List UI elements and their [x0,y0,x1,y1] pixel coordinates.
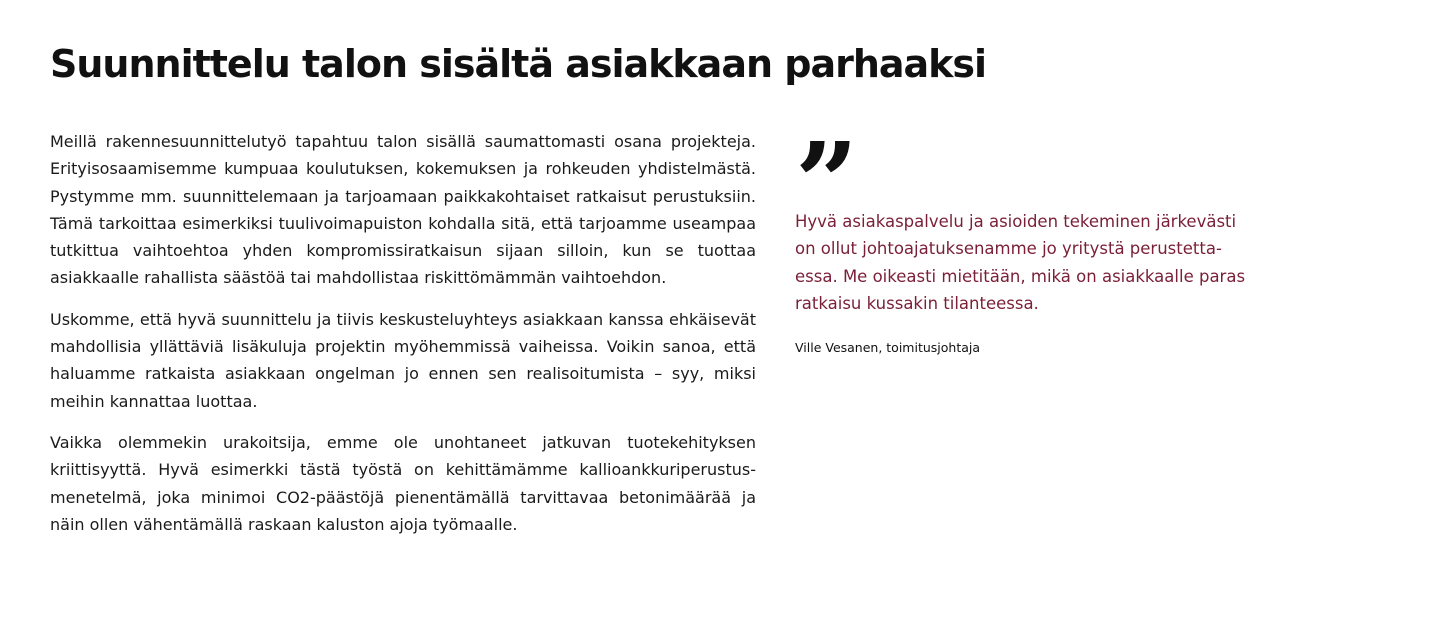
body-paragraph-3: Vaikka olemmekin urakoitsija, emme ole unohtaneet jatkuvan tuotekehityksen kriittisyyttä. Hyvä esimerkki tästä työstä on kehittämämme kallioankkuriperustusmenetelmä, joka minimoi CO2-päästöjä pienentämällä tarvittavaa betonimäärää ja näin ollen vähentämällä raskaan kaluston ajoja työmaalle. [50,432,756,534]
pull-quote [795,118,1255,357]
quote-text: Hyvä asiakaspalvelu ja asioiden tekeminen järkevästi on ollut johtoajatuksenamme jo yritystä perustettaessa. Me oikeasti mietitään, mikä on asiakkaalle paras ratkaisu kussakin tilanteessa. [795,212,1246,313]
body-paragraph-1: Meillä rakennesuunnittelutyö tapahtuu talon sisällä saumattomasti osana projekteja. Erityisosaamisemme kumpuaa koulutuksen, kokemuksen ja rohkeuden yhdistelmästä. Pystymme mm. suunnittelemaan ja tarjoamaan paikkakohtaiset ratkaisut perustuksiin. Tämä tarkoittaa esimerkiksi tuulivoimapuiston kohdalla sitä, että tarjoamme useampaa tutkittua vaihtoehtoa yhden kompromissiratkaisun sijaan silloin, kun se tuottaa asiakkaalle rahallista säästöä tai mahdollistaa riskittömämmän vaihtoehdon. [50,132,756,288]
closing-quote-icon: ” [795,118,853,247]
quote-author: Ville Vesanen, toimitusjohtaja [795,340,981,356]
body-paragraph-2: Uskomme, että hyvä suunnittelu ja tiivis keskusteluyhteys asiakkaan kanssa ehkäisevät mahdollisia yllättäviä lisäkuluja projektin myöhemmissä vaiheissa. Voikin sanoa, että haluamme ratkaista asiakkaan ongelman jo ennen sen realisoitumista – syy, miksi meihin kannattaa luottaa. [50,309,756,411]
page-title: Suunnittelu talon sisältä asiakkaan parhaaksi [50,42,987,86]
body-text [50,128,756,552]
